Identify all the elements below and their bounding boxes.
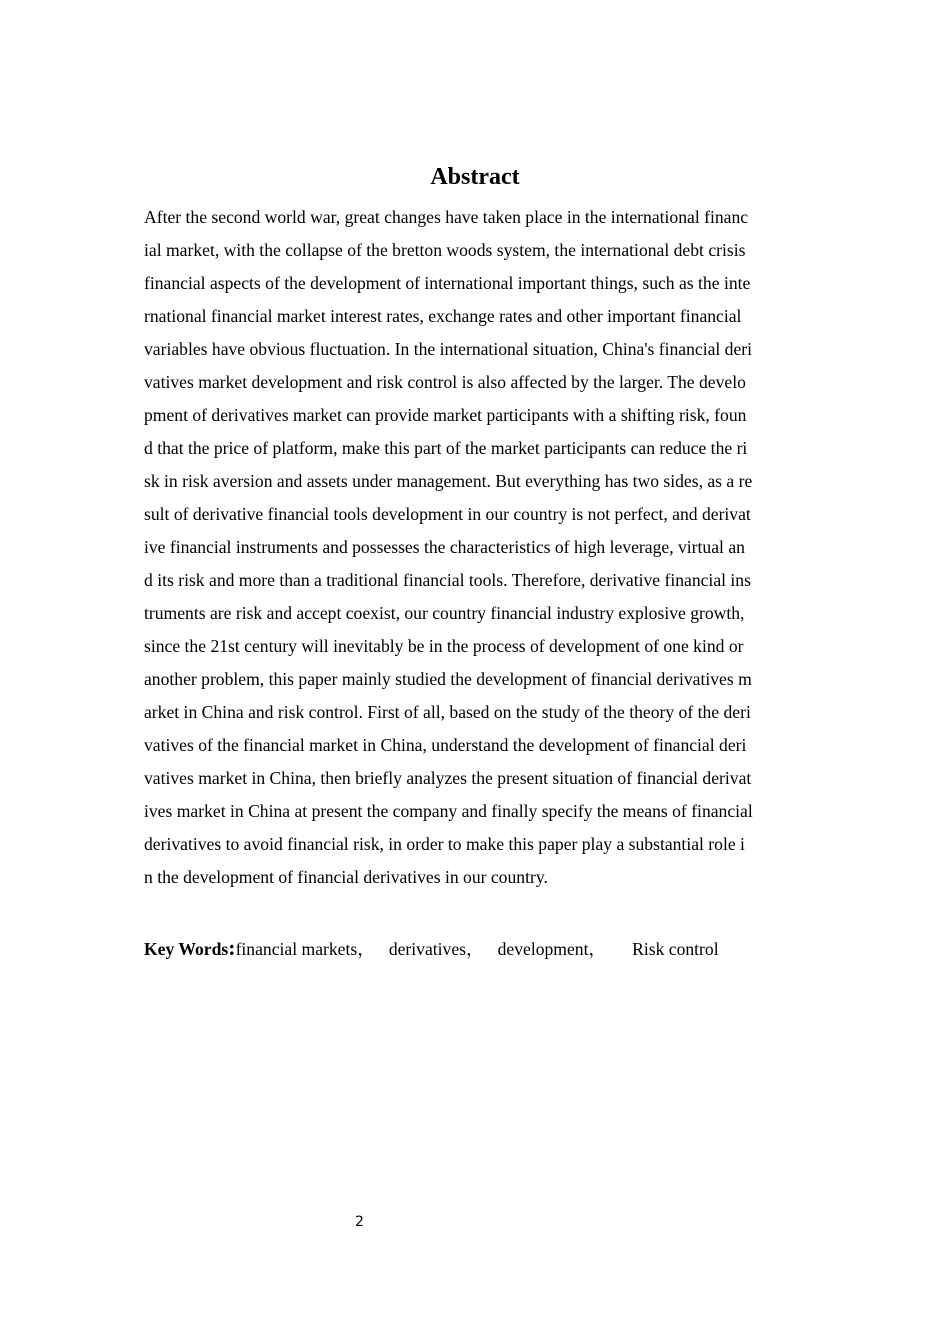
keywords-colon: : [228,935,236,960]
keyword-separator: ， [588,939,607,959]
keyword-separator: ， [466,939,484,959]
abstract-line: since the 21st century will inevitably be in the process of development of one kind or [144,636,744,656]
abstract-line: n the development of financial derivatives in our country. [144,867,548,887]
keyword-term: development [497,939,589,959]
abstract-body [144,201,844,894]
abstract-line: d that the price of platform, make this part of the market participants can reduce the ri [144,438,748,458]
abstract-line: vatives market development and risk control is also affected by the larger. The develo [144,372,746,392]
abstract-title: Abstract [430,164,520,190]
keyword-separator: ， [357,939,375,959]
keyword-term: Risk control [632,939,719,959]
keywords-line [144,931,719,964]
keywords-label: Key Words [144,939,229,959]
abstract-line: vatives market in China, then briefly analyzes the present situation of financial derivat [144,768,752,788]
abstract-line: sk in risk aversion and assets under management. But everything has two sides, as a re [144,471,753,491]
keyword-term: derivatives [388,939,466,959]
keyword-term: financial markets [235,939,358,959]
abstract-line: ial market, with the collapse of the bretton woods system, the international debt crisis [144,240,746,260]
abstract-line: sult of derivative financial tools development in our country is not perfect, and derivat [144,504,751,524]
page-number: 2 [355,1214,364,1230]
abstract-line: another problem, this paper mainly studied the development of financial derivatives m [144,669,752,689]
abstract-line: ives market in China at present the company and finally specify the means of financial [144,801,753,821]
abstract-line: variables have obvious fluctuation. In the international situation, China's financial deri [144,339,753,359]
abstract-line: derivatives to avoid financial risk, in order to make this paper play a substantial role i [144,834,745,854]
abstract-line: ive financial instruments and possesses the characteristics of high leverage, virtual an [144,537,745,557]
abstract-line: arket in China and risk control. First of all, based on the study of the theory of the deri [144,702,751,722]
abstract-line: d its risk and more than a traditional financial tools. Therefore, derivative financial ins [144,570,751,590]
abstract-line: financial aspects of the development of international important things, such as the inte [144,273,751,293]
abstract-line: rnational financial market interest rates, exchange rates and other important financial [144,306,742,326]
abstract-line: truments are risk and accept coexist, our country financial industry explosive growth, [144,603,745,623]
abstract-line: vatives of the financial market in China, understand the development of financial deri [144,735,747,755]
abstract-line: After the second world war, great changes have taken place in the international financ [144,207,749,227]
abstract-line: pment of derivatives market can provide market participants with a shifting risk, foun [144,405,747,425]
